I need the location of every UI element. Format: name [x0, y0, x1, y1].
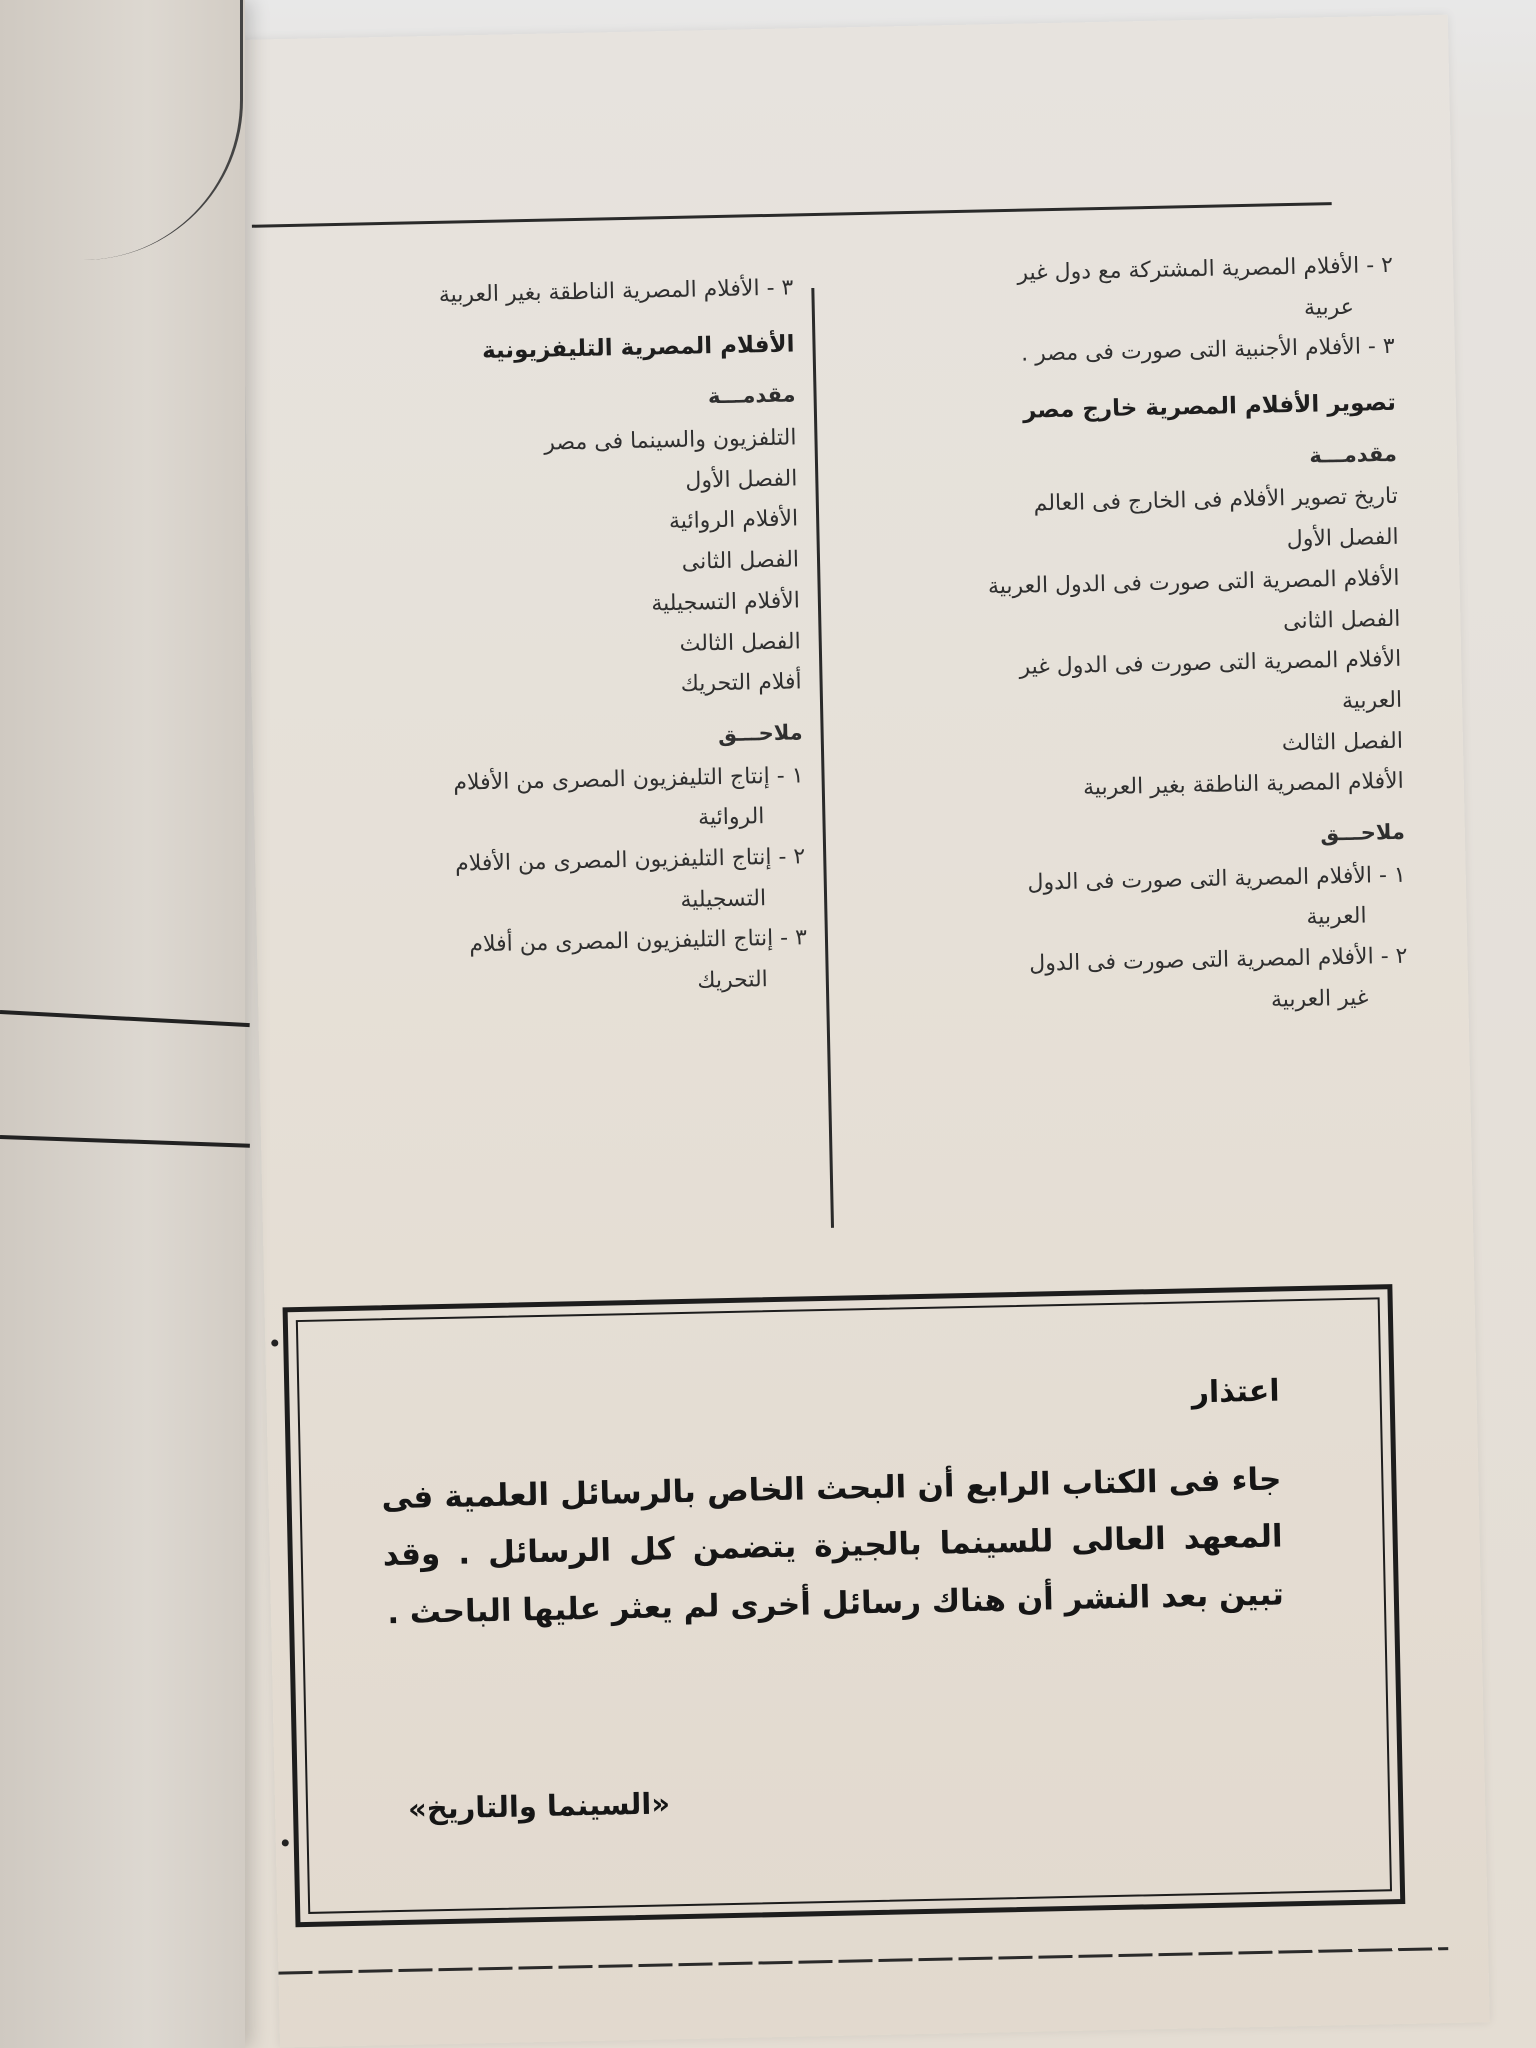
contents-entry-num: ٢ - الأفلام المصرية التى صورت فى الدول — [1028, 943, 1408, 977]
page-curve — [0, 0, 243, 260]
contents-entry-cont: الروائية — [697, 804, 765, 831]
adjacent-page-edge — [0, 0, 245, 2048]
contents-entry-item: الفصل الثالث — [1281, 728, 1404, 756]
contents-entry-item: التلفزيون والسينما فى مصر — [544, 425, 797, 456]
contents-column-right — [833, 246, 1409, 1030]
contents-entry-item: الأفلام التسجيلية — [651, 588, 801, 617]
contents-entry-item: الفصل الثانى — [681, 547, 800, 575]
notice-body: جاء فى الكتاب الرابع أن البحث الخاص بالرسائل العلمية فى المعهد العالى للسينما بالجيزة يتضمن كل الرسائل . وقد تبين بعد النشر أن هناك رسائل أخرى لم يعثر عليها الباحث . — [381, 1461, 1285, 1631]
contents-column-left — [263, 268, 808, 1011]
contents-entry-sub: مقدمـــة — [707, 382, 796, 409]
contents-entry-num: ٢ - الأفلام المصرية المشتركة مع دول غير — [1017, 252, 1394, 286]
contents-entry-cont: عربية — [1303, 294, 1355, 321]
contents-entry-num: ٣ - الأفلام المصرية الناطقة بغير العربية — [438, 275, 794, 308]
contents-entry-num: ٣ - إنتاج التليفزيون المصرى من أفلام — [469, 925, 808, 958]
book-page — [238, 15, 1490, 2048]
contents-entry-num: ٣ - الأفلام الأجنبية التى صورت فى مصر . — [1020, 334, 1395, 368]
contents-entry-cont: التسجيلية — [680, 885, 767, 913]
contents-entry-item: العربية — [1341, 687, 1403, 714]
contents-entry-head: تصوير الأفلام المصرية خارج مصر — [1022, 389, 1397, 424]
contents-entry-sub: ملاحـــق — [1320, 819, 1406, 846]
contents-entry-cont: غير العربية — [1270, 985, 1369, 1013]
contents-entry-num: ١ - إنتاج التليفزيون المصرى من الأفلام — [453, 763, 804, 796]
margin-dot — [282, 1839, 289, 1846]
contents-entry-item: الأفلام المصرية التى صورت فى الدول العربية — [987, 565, 1400, 600]
contents-entry-sub: ملاحـــق — [717, 720, 803, 746]
contents-entry-item: تاريخ تصوير الأفلام فى الخارج فى العالم — [1033, 484, 1399, 517]
bleed-rule — [0, 1010, 250, 1027]
contents-entry-item: الفصل الثانى — [1282, 606, 1401, 634]
contents-entry-item: الفصل الأول — [685, 466, 798, 494]
contents-entry-cont: العربية — [1306, 904, 1367, 931]
contents-entry-item: الأفلام الروائية — [668, 506, 799, 535]
bleed-rule — [0, 1135, 250, 1148]
contents-entry-item: الأفلام المصرية التى صورت فى الدول غير — [1019, 646, 1402, 680]
contents-entry-sub: مقدمـــة — [1309, 441, 1398, 468]
column-divider — [811, 288, 834, 1228]
contents-entry-cont: التحريك — [697, 967, 769, 994]
apology-notice-box — [283, 1284, 1406, 1927]
contents-entry-item: الفصل الثالث — [679, 628, 801, 657]
contents-entry-num: ١ - الأفلام المصرية التى صورت فى الدول — [1027, 862, 1407, 896]
top-rule — [252, 202, 1332, 228]
notice-title: اعتذار — [1191, 1373, 1280, 1411]
contents-entry-item: الفصل الأول — [1286, 524, 1399, 553]
bottom-rule — [278, 1947, 1448, 1975]
margin-dot — [271, 1339, 278, 1346]
contents-entry-item: الأفلام المصرية الناطقة بغير العربية — [1082, 769, 1405, 801]
notice-signature: «السينما والتاريخ» — [407, 1786, 671, 1826]
contents-entry-num: ٢ - إنتاج التليفزيون المصرى من الأفلام — [454, 844, 806, 877]
contents-entry-head: الأفلام المصرية التليفزيونية — [481, 331, 795, 364]
contents-entry-item: أفلام التحريك — [680, 669, 802, 698]
